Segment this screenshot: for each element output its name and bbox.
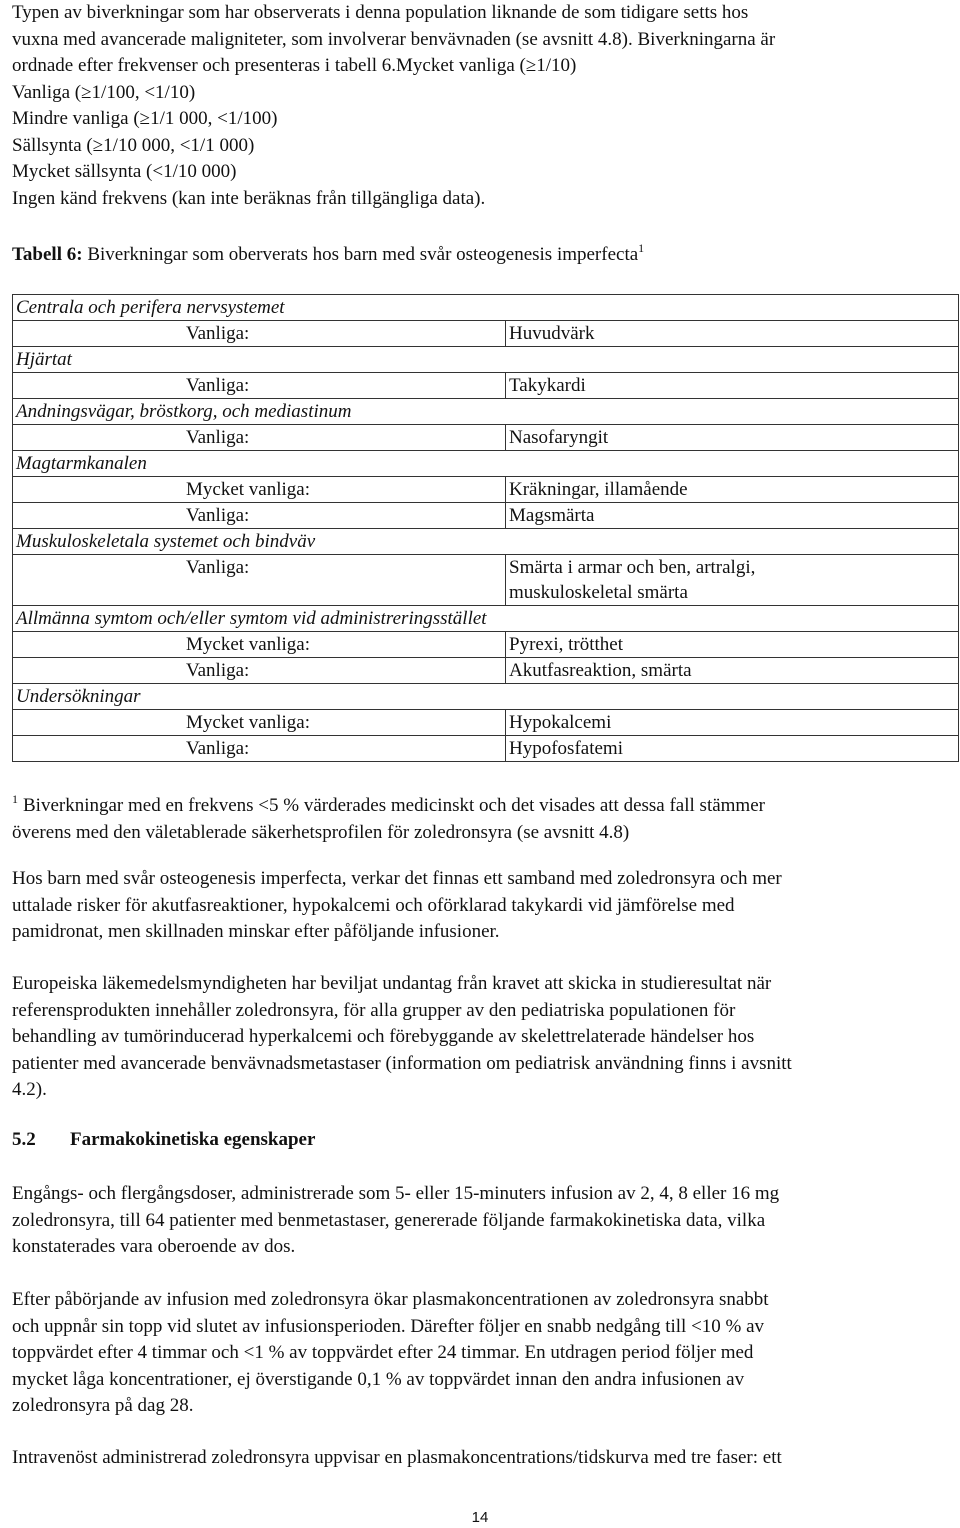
paragraph (12, 971, 792, 1104)
category-cell: Centrala och perifera nervsystemet (13, 295, 959, 321)
text-line: Efter påbörjande av infusion med zoledronsyra ökar plasmakoncentrationen av zoledronsyra snabbt (12, 1289, 769, 1310)
text-line: zoledronsyra på dag 28. (12, 1395, 194, 1416)
table-row (13, 477, 959, 503)
frequency-cell: Vanliga: (13, 503, 506, 529)
text-line: ordnade efter frekvenser och presenteras i tabell 6.Mycket vanliga (≥1/10) (12, 55, 577, 76)
text-line: Typen av biverkningar som har observerats i denna population liknande de som tidigare setts hos (12, 2, 749, 23)
table-row-category (13, 451, 959, 477)
frequency-cell: Mycket vanliga: (13, 710, 506, 736)
reaction-cell: Magsmärta (506, 503, 959, 529)
table-row (13, 373, 959, 399)
reaction-cell: Hypofosfatemi (506, 736, 959, 762)
footnote-marker: 1 (12, 792, 18, 806)
text-line: Mycket sällsynta (<1/10 000) (12, 161, 237, 182)
reaction-cell: Pyrexi, trötthet (506, 632, 959, 658)
text-line: Engångs- och flergångsdoser, administrerade som 5- eller 15-minuters infusion av 2, 4, 8 eller 16 mg (12, 1183, 780, 1204)
table-row (13, 736, 959, 762)
table-row-category (13, 606, 959, 632)
category-cell: Hjärtat (13, 347, 959, 373)
frequency-intro (12, 0, 775, 212)
text-line: zoledronsyra, till 64 patienter med benmetastaser, genererade följande farmakokinetiska data, vilka (12, 1209, 766, 1231)
table-row (13, 710, 959, 736)
text-line: och uppnår sin topp vid slutet av infusionsperioden. Därefter följer en snabb nedgång till <10 % av (12, 1315, 765, 1337)
table-row (13, 632, 959, 658)
paragraph (12, 1181, 779, 1261)
section-heading (12, 1129, 315, 1151)
category-cell: Undersökningar (13, 684, 959, 710)
text-line: Intravenöst administrerad zoledronsyra uppvisar en plasmakoncentrations/tidskurva med tre faser: ett (12, 1447, 782, 1468)
section-title: Farmakokinetiska egenskaper (70, 1129, 316, 1150)
reaction-cell: Hypokalcemi (506, 710, 959, 736)
reaction-cell: Huvudvärk (506, 321, 959, 347)
reaction-cell: Kräkningar, illamående (506, 477, 959, 503)
adverse-reactions-table (12, 294, 959, 762)
reaction-cell: Nasofaryngit (506, 425, 959, 451)
table-row (13, 321, 959, 347)
category-cell: Allmänna symtom och/eller symtom vid administreringsstället (13, 606, 959, 632)
table-row (13, 658, 959, 684)
paragraph (12, 866, 782, 946)
text-line: referensprodukten innehåller zoledronsyra, för alla grupper av den pediatriska populationen för (12, 999, 736, 1021)
text-line: Mindre vanliga (≥1/1 000, <1/100) (12, 108, 278, 129)
table-row-category (13, 684, 959, 710)
section-number: 5.2 (12, 1129, 36, 1150)
text-line: Europeiska läkemedelsmyndigheten har beviljat undantag från kravet att skicka in studieresultat när (12, 973, 772, 994)
category-cell: Andningsvägar, bröstkorg, och mediastinum (13, 399, 959, 425)
table-title (12, 241, 644, 266)
frequency-cell: Mycket vanliga: (13, 477, 506, 503)
text-line: mycket låga koncentrationer, ej överstigande 0,1 % av toppvärdet innan den andra infusionen av (12, 1368, 745, 1390)
table-title-text: Biverkningar som oberverats hos barn med svår osteogenesis imperfecta (82, 244, 639, 265)
footnote-line: Biverkningar med en frekvens <5 % värderades medicinskt och det visades att dessa fall stämmer (23, 795, 765, 816)
paragraph (12, 1287, 769, 1420)
text-line: Ingen känd frekvens (kan inte beräknas från tillgängliga data). (12, 187, 486, 209)
text-line: 4.2). (12, 1079, 47, 1100)
reaction-cell: Akutfasreaktion, smärta (506, 658, 959, 684)
table-row-category (13, 347, 959, 373)
category-cell: Muskuloskeletala systemet och bindväv (13, 529, 959, 555)
table-row-category (13, 529, 959, 555)
text-line: patienter med avancerade benvävnadsmetastaser (information om pediatrisk användning finns i avsnitt (12, 1052, 792, 1074)
page-number: 14 (471, 1509, 489, 1526)
frequency-cell: Vanliga: (13, 321, 506, 347)
text-line: Hos barn med svår osteogenesis imperfecta, verkar det finnas ett samband med zoledronsyra och mer (12, 868, 782, 889)
text-line: Vanliga (≥1/100, <1/10) (12, 81, 196, 103)
table-row-category (13, 399, 959, 425)
reaction-cell (506, 555, 959, 606)
reaction-cell: Takykardi (506, 373, 959, 399)
frequency-cell: Vanliga: (13, 373, 506, 399)
category-cell: Magtarmkanalen (13, 451, 959, 477)
reaction-line: Smärta i armar och ben, artralgi, (509, 557, 756, 578)
paragraph (12, 1445, 782, 1472)
text-line: toppvärdet efter 4 timmar och <1 % av toppvärdet efter 24 timmar. En utdragen period följer med (12, 1342, 754, 1363)
table-row (13, 425, 959, 451)
text-line: behandling av tumörinducerad hyperkalcemi och förebyggande av skelettrelaterade händelser hos (12, 1026, 755, 1047)
text-line: konstaterades vara oberoende av dos. (12, 1236, 296, 1257)
table-row (13, 503, 959, 529)
text-line: uttalade risker för akutfasreaktioner, hypokalcemi och oförklarad takykardi vid jämförelse med (12, 894, 735, 916)
frequency-cell: Vanliga: (13, 736, 506, 762)
text-line: Sällsynta (≥1/10 000, <1/1 000) (12, 134, 255, 156)
table-footnote (12, 786, 765, 846)
table-row (13, 555, 959, 606)
text-line: vuxna med avancerade maligniteter, som involverar benvävnaden (se avsnitt 4.8). Biverkningarna är (12, 28, 776, 50)
table-row-category (13, 295, 959, 321)
text-line: pamidronat, men skillnaden minskar efter påföljande infusioner. (12, 921, 500, 942)
reaction-line: muskuloskeletal smärta (509, 582, 688, 603)
footnote-line: överens med den väletablerade säkerhetsprofilen för zoledronsyra (se avsnitt 4.8) (12, 821, 630, 843)
frequency-cell: Vanliga: (13, 425, 506, 451)
table-title-footnote-ref: 1 (638, 241, 645, 255)
frequency-cell: Vanliga: (13, 555, 506, 606)
table-title-label: Tabell 6: (12, 244, 83, 265)
frequency-cell: Mycket vanliga: (13, 632, 506, 658)
frequency-cell: Vanliga: (13, 658, 506, 684)
